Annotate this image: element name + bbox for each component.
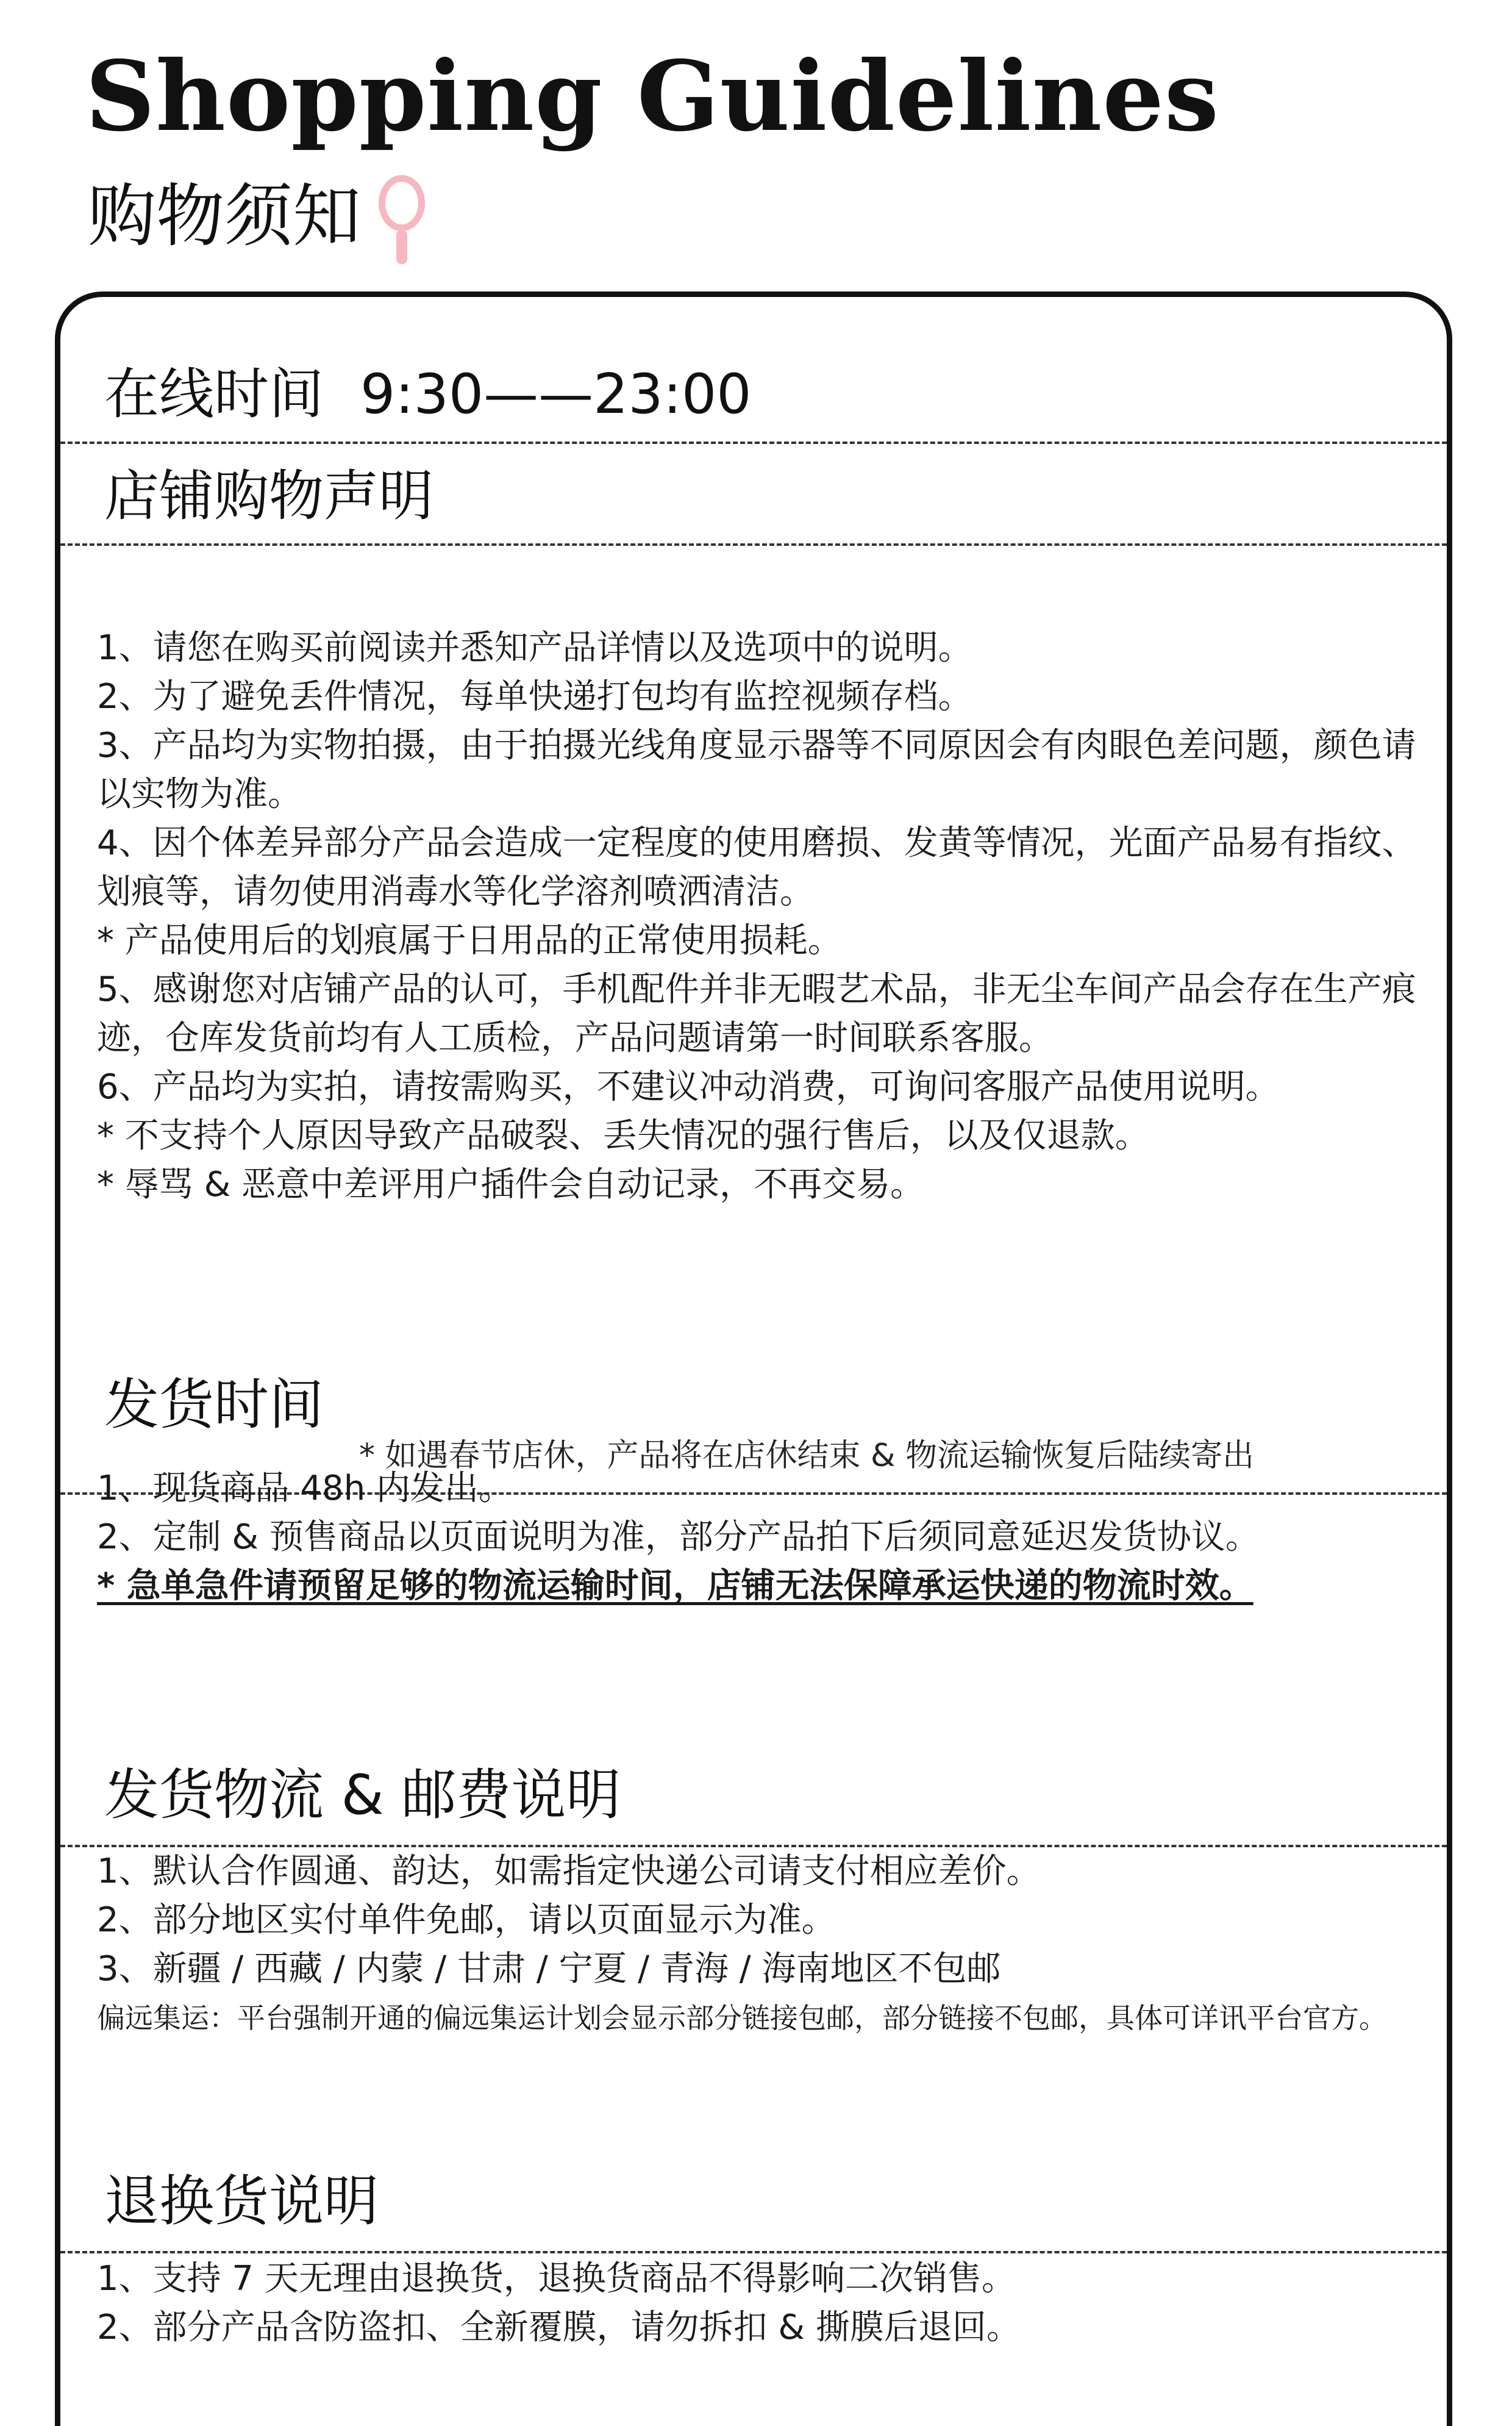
page-title-zh-row: [88, 168, 429, 265]
logistics-note: 偏远集运：平台强制开通的偏远集运计划会显示部分链接包邮，部分链接不包邮，具体可详讯平台官方。: [97, 2002, 1387, 2034]
page-title-en: Shopping Guidelines: [85, 40, 1219, 153]
list-item: 1、现货商品 48h 内发出。: [97, 1469, 513, 1508]
online-hours-title: [104, 362, 752, 426]
list-item: 5、感谢您对店铺产品的认可，手机配件并非无暇艺术品，非无尘车间产品会存在生产痕迹，仓库发货前均有人工质检，产品问题请第一时间联系客服。: [97, 970, 1416, 1058]
list-item: 2、定制 & 预售商品以页面说明为准，部分产品拍下后须同意延迟发货协议。: [97, 1517, 1260, 1557]
list-item: 1、默认合作圆通、韵达，如需指定快递公司请支付相应差价。: [97, 1852, 1041, 1891]
list-item: 2、部分地区实付单件免邮，请以页面显示为准。: [97, 1900, 836, 1940]
statement-title: 店铺购物声明: [104, 464, 433, 528]
list-item: * 辱骂 & 恶意中差评用户插件会自动记录，不再交易。: [97, 1165, 925, 1204]
returns-list: [97, 2255, 1422, 2352]
statement-header: [60, 442, 1447, 546]
shipping-time-note: * 如遇春节店休，产品将在店休结束 & 物流运输恢复后陆续寄出: [359, 1437, 1255, 1474]
list-item: 4、因个体差异部分产品会造成一定程度的使用磨损、发黄等情况，光面产品易有指纹、划痕等，请勿使用消毒水等化学溶剂喷洒清洁。: [97, 823, 1416, 912]
hand-mirror-icon: [374, 174, 429, 265]
list-item: 6、产品均为实拍，请按需购买，不建议冲动消费，可询问客服产品使用说明。: [97, 1067, 1280, 1107]
guidelines-panel: [55, 292, 1452, 2426]
list-item: 3、新疆 / 西藏 / 内蒙 / 甘肃 / 宁夏 / 青海 / 海南地区不包邮: [97, 1949, 1001, 1989]
list-item: 1、支持 7 天无理由退换货，退换货商品不得影响二次销售。: [97, 2259, 1016, 2299]
list-item: 1、请您在购买前阅读并悉知产品详情以及选项中的说明。: [97, 628, 972, 668]
shipping-time-title: 发货时间: [104, 1373, 324, 1437]
logistics-list: [97, 1847, 1422, 2042]
returns-header: [60, 2169, 1447, 2253]
online-hours-value: 9:30——23:00: [360, 362, 752, 426]
list-item: * 产品使用后的划痕属于日用品的正常使用损耗。: [97, 921, 842, 961]
statement-list: [97, 624, 1422, 1209]
list-item: 2、部分产品含防盗扣、全新覆膜，请勿拆扣 & 撕膜后退回。: [97, 2308, 1021, 2347]
page-title-zh: 购物须知: [88, 177, 361, 256]
online-hours-label: 在线时间: [104, 362, 324, 426]
online-hours-header: [60, 297, 1447, 444]
logistics-title: 发货物流 & 邮费说明: [104, 1763, 621, 1827]
list-item: 2、为了避免丢件情况，每单快递打包均有监控视频存档。: [97, 677, 972, 717]
shipping-warning: * 急单急件请预留足够的物流运输时间，店铺无法保障承运快递的物流时效。: [97, 1566, 1253, 1606]
returns-title: 退换货说明: [104, 2169, 379, 2233]
list-item: 3、产品均为实物拍摄，由于拍摄光线角度显示器等不同原因会有肉眼色差问题，颜色请以实物为准。: [97, 726, 1416, 814]
list-item: * 不支持个人原因导致产品破裂、丢失情况的强行售后，以及仅退款。: [97, 1116, 1149, 1156]
shipping-time-list: [97, 1464, 1422, 1611]
